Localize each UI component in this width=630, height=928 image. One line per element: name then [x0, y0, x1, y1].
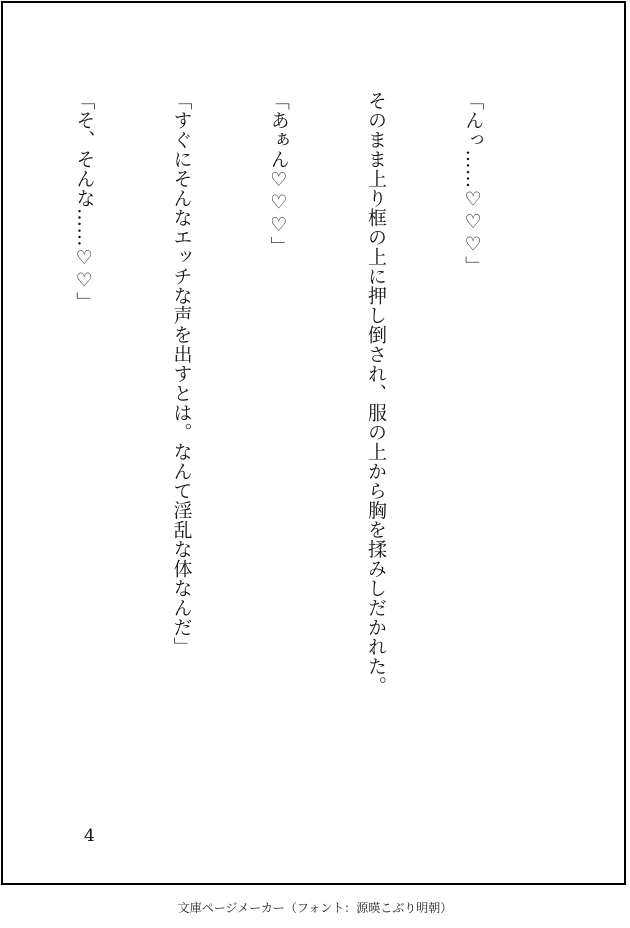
vertical-text-body — [0, 91, 554, 801]
text-line — [0, 91, 3, 801]
page-number: 4 — [84, 826, 95, 846]
text-line: そのまま上り框の上に押し倒され、服の上から胸を揉みしだかれた。 — [364, 91, 387, 696]
text-line: 「そ、そんな……♡♡」 — [73, 91, 96, 312]
text-line: 「すぐにそんなエッチな声を出すとは。なんて淫乱な体なんだ」 — [170, 91, 193, 657]
footer-credit: 文庫ページメーカー（フォント：源暎こぶり明朝） — [177, 901, 453, 915]
page-frame — [1, 1, 626, 885]
text-line: 「んっ……♡♡♡」 — [462, 91, 485, 276]
text-line: 「あぁん♡♡♡」 — [267, 91, 290, 256]
